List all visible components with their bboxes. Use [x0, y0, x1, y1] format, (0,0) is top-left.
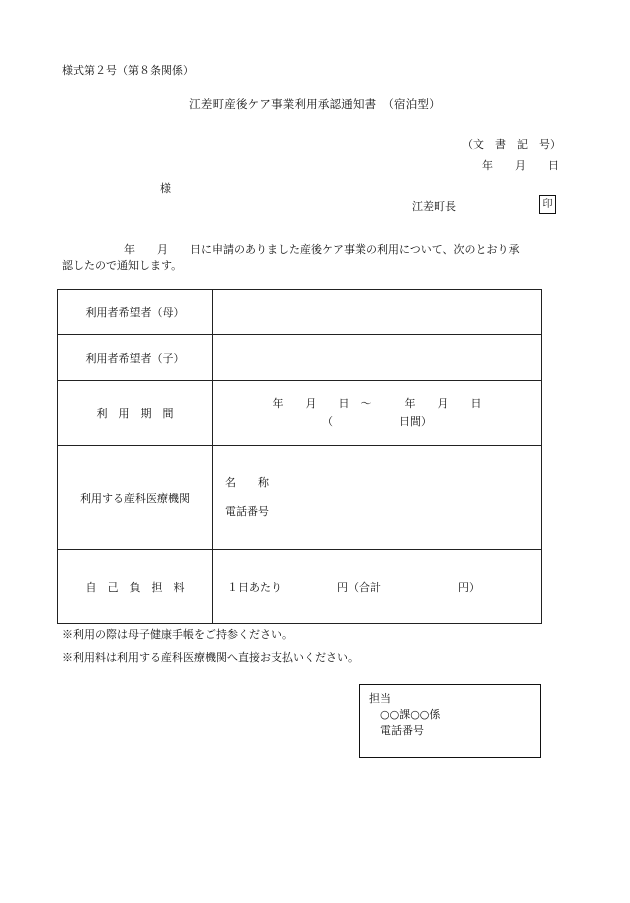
recipient-honorific: 様: [160, 182, 171, 195]
institution-value: [213, 446, 542, 550]
table-row: [58, 335, 542, 381]
child-label: 利用者希望者（子）: [58, 335, 213, 381]
contact-dept: ○○課○○係: [380, 708, 441, 721]
period-value: [213, 381, 542, 446]
body-text-line1: 年 月 日に申請のありました産後ケア事業の利用について、次のとおり承: [124, 243, 520, 256]
document-title: 江差町産後ケア事業利用承認通知書 （宿泊型）: [189, 97, 441, 111]
table-row: [58, 550, 542, 624]
table-row: [58, 290, 542, 335]
child-value: [213, 335, 542, 381]
period-days: （ 日間）: [322, 415, 432, 428]
contact-title: 担当: [369, 692, 391, 705]
table-row: [58, 446, 542, 550]
contact-box: [359, 684, 541, 758]
institution-name-label: 名 称: [225, 475, 269, 489]
note-payment: ※利用料は利用する産科医療機関へ直接お支払いください。: [62, 651, 359, 664]
cost-value: １日あたり 円（合計 円）: [213, 550, 542, 624]
approval-table: [57, 289, 542, 624]
table-row: [58, 381, 542, 446]
institution-tel-label: 電話番号: [225, 504, 269, 518]
institution-label: 利用する産科医療機関: [58, 446, 213, 550]
mother-label: 利用者希望者（母）: [58, 290, 213, 335]
mother-value: [213, 290, 542, 335]
contact-tel: 電話番号: [380, 724, 424, 737]
document-number: （文 書 記 号）: [462, 138, 561, 151]
period-label: 利 用 期 間: [58, 381, 213, 446]
note-handbook: ※利用の際は母子健康手帳をご持参ください。: [62, 628, 293, 641]
issue-date: 年 月 日: [482, 159, 559, 172]
period-range: 年 月 日 ～ 年 月 日: [272, 397, 482, 411]
issuer-name: 江差町長: [412, 200, 456, 213]
body-text-line2: 認したので通知します。: [62, 259, 183, 272]
form-number: 様式第２号（第８条関係）: [62, 64, 194, 77]
seal-mark: 印: [539, 195, 556, 214]
cost-label: 自 己 負 担 料: [58, 550, 213, 624]
